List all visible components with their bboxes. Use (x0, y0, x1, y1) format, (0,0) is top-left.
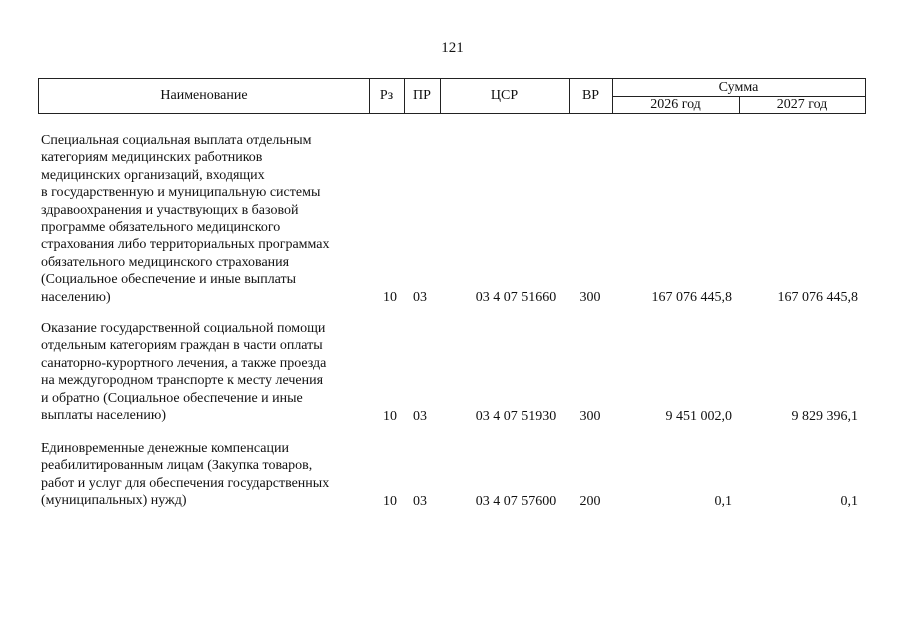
header-sum: Сумма (718, 79, 759, 95)
header-year-2026: 2026 год (650, 96, 701, 112)
header-rz: Рз (379, 88, 394, 103)
table-row (38, 320, 866, 425)
row-pr: 03 (413, 493, 427, 509)
row-sum-2026: 0,1 (714, 493, 732, 509)
header-pr: ПР (413, 88, 431, 103)
header-year-2027: 2027 год (776, 96, 828, 112)
row-sum-2027: 167 076 445,8 (777, 289, 858, 305)
row-sum-2026: 167 076 445,8 (651, 289, 732, 305)
row-csr: 03 4 07 51930 (475, 408, 557, 424)
header-csr: ЦСР (490, 88, 519, 103)
row-rz: 10 (383, 289, 397, 305)
row-rz: 10 (383, 408, 397, 424)
row-sum-2027: 0,1 (840, 493, 858, 509)
header-name: Наименование (160, 88, 248, 103)
row-name: Оказание государственной социальной помощи отдельным категориям граждан в части оплаты санаторно-курортного лечения, а также проезда на междугородном транспорте к месту лечения и обратно (Социальное обеспечение и иные выплаты населению) (41, 321, 327, 424)
row-pr: 03 (413, 289, 427, 305)
table-header (38, 78, 866, 114)
row-rz: 10 (383, 493, 397, 509)
page-number: 121 (441, 40, 464, 56)
row-vr: 300 (579, 408, 601, 424)
row-name: Специальная социальная выплата отдельным категориям медицинских работников медицинских организаций, входящих в государственную и муниципальную системы здравоохранения и участвующих в базовой программе обязательного медицинского страхования либо территориальных программах обязательного медицинского страхования (Социальное обеспечение и иные выплаты населению) (41, 133, 330, 305)
row-pr: 03 (413, 408, 427, 424)
row-csr: 03 4 07 51660 (475, 289, 557, 305)
row-name: Единовременные денежные компенсации реабилитированным лицам (Закупка товаров, работ и услуг для обеспечения государственных (муниципальных) нужд) (41, 441, 330, 509)
row-csr: 03 4 07 57600 (475, 493, 557, 509)
row-sum-2027: 9 829 396,1 (791, 408, 858, 424)
table-row (38, 440, 866, 510)
row-vr: 200 (579, 493, 601, 509)
row-vr: 300 (579, 289, 601, 305)
table-row (38, 132, 866, 306)
row-sum-2026: 9 451 002,0 (665, 408, 732, 424)
header-vr: ВР (581, 88, 600, 103)
